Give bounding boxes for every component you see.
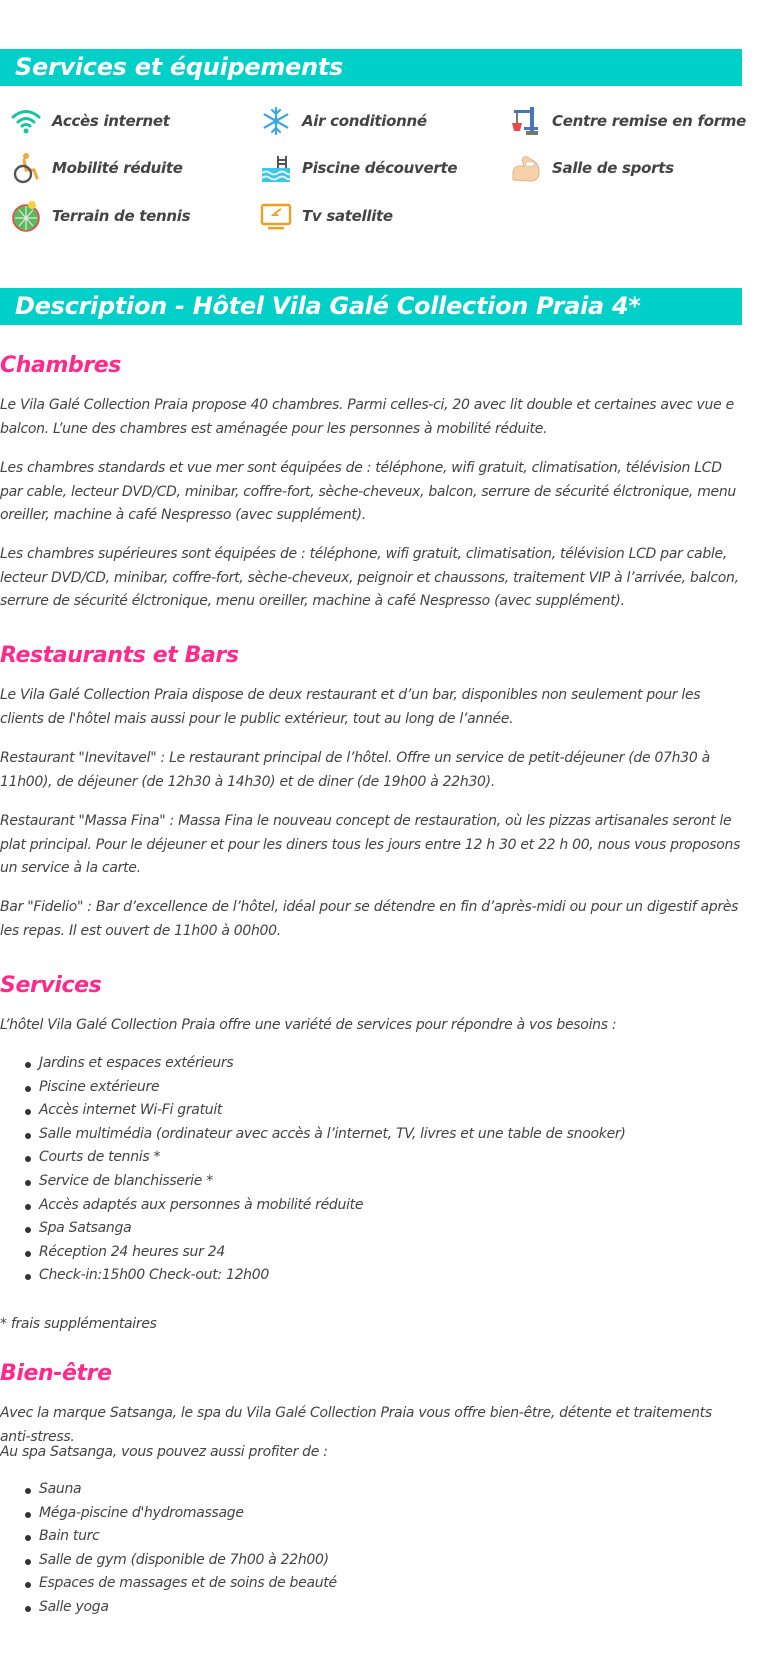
list-item: Accès internet Wi-Fi gratuit [0, 1099, 742, 1123]
restaurants-paragraph-2: Restaurant "Inevitavel" : Le restaurant principal de l’hôtel. Offre un service de petit-déjeuner (de 07h30 à 11h00), de déjeuner (de 12h30 à 14h30) et de diner (de 19h00 à 22h30). [0, 750, 710, 790]
bien-etre-heading: Bien-être [0, 1361, 112, 1386]
list-item: Sauna [0, 1478, 742, 1502]
chambres-paragraph-3: Les chambres supérieures sont équipées de : téléphone, wifi gratuit, climatisation, télévision LCD par cable, lecteur DVD/CD, minibar, coffre-fort, sèche-cheveux, peignoir et chaussons, traitement VIP à l’arrivée, balcon, serrure de sécurité élctronique, menu oreiller, machine à café Nespresso (avec supplément). [0, 546, 739, 609]
services-heading: Services [0, 973, 102, 998]
list-item: Salle yoga [0, 1596, 742, 1620]
service-item-fitness [500, 105, 746, 137]
service-item-air-conditioning [250, 105, 427, 137]
list-item: Bain turc [0, 1525, 742, 1549]
bien-etre-paragraph-2: Au spa Satsanga, vous pouvez aussi profiter de : [0, 1444, 328, 1460]
service-item-reduced-mobility [0, 152, 183, 184]
list-item: Spa Satsanga [0, 1217, 742, 1241]
restaurants-paragraph-1: Le Vila Galé Collection Praia dispose de deux restaurant et d’un bar, disponibles non seulement pour les clients de l'hôtel mais aussi pour le public extérieur, tout au long de l’année. [0, 687, 701, 727]
list-item: Salle de gym (disponible de 7h00 à 22h00) [0, 1549, 742, 1573]
service-item-tennis [0, 200, 190, 232]
service-label: Air conditionné [302, 112, 427, 130]
list-item: Courts de tennis * [0, 1146, 742, 1170]
list-item: Check-in:15h00 Check-out: 12h00 [0, 1264, 742, 1288]
service-label: Mobilité réduite [52, 159, 183, 177]
list-item: Jardins et espaces extérieurs [0, 1052, 742, 1076]
services-list [0, 1052, 742, 1288]
service-item-internet [0, 105, 170, 137]
services-section-title: Services et équipements [0, 49, 742, 86]
service-item-outdoor-pool [250, 152, 457, 184]
service-label: Salle de sports [552, 159, 674, 177]
arm-muscle-icon [510, 152, 542, 184]
restaurants-heading: Restaurants et Bars [0, 643, 239, 668]
list-item: Service de blanchisserie * [0, 1170, 742, 1194]
service-item-gym [500, 152, 674, 184]
bien-etre-paragraph-1: Avec la marque Satsanga, le spa du Vila Galé Collection Praia vous offre bien-être, détente et traitements anti-stress. [0, 1405, 712, 1445]
list-item: Accès adaptés aux personnes à mobilité réduite [0, 1194, 742, 1218]
service-label: Centre remise en forme [552, 112, 746, 130]
restaurants-paragraph-3: Restaurant "Massa Fina" : Massa Fina le nouveau concept de restauration, où les pizzas artisanales seront le plat principal. Pour le déjeuner et pour les diners tous les jours entre 12 h 30 et 22 h 00, nous vous proposons un service à la carte. [0, 813, 741, 876]
chambres-heading: Chambres [0, 353, 121, 378]
wifi-icon [10, 105, 42, 137]
chambres-paragraph-1: Le Vila Galé Collection Praia propose 40 chambres. Parmi celles-ci, 20 avec lit double et certaines avec vue e balcon. L’une des chambres est aménagée pour les personnes à mobilité réduite. [0, 397, 734, 437]
snowflake-icon [260, 105, 292, 137]
services-intro: L’hôtel Vila Galé Collection Praia offre une variété de services pour répondre à vos besoins : [0, 1017, 617, 1033]
service-label: Terrain de tennis [52, 207, 191, 225]
bien-etre-list [0, 1478, 742, 1620]
pool-icon [260, 152, 292, 184]
list-item: Espaces de massages et de soins de beauté [0, 1572, 742, 1596]
list-item: Réception 24 heures sur 24 [0, 1241, 742, 1265]
list-item: Piscine extérieure [0, 1076, 742, 1100]
satellite-tv-icon [260, 200, 292, 232]
service-label: Piscine découverte [302, 159, 458, 177]
description-title: Description - Hôtel Vila Galé Collection Praia 4* [0, 288, 742, 325]
tennis-court-icon [10, 200, 42, 232]
wheelchair-icon [10, 152, 42, 184]
list-item: Méga-piscine d'hydromassage [0, 1502, 742, 1526]
fitness-icon [510, 105, 542, 137]
list-item: Salle multimédia (ordinateur avec accès à l’internet, TV, livres et une table de snooker) [0, 1123, 742, 1147]
service-label: Tv satellite [302, 207, 393, 225]
chambres-paragraph-2: Les chambres standards et vue mer sont équipées de : téléphone, wifi gratuit, climatisation, télévision LCD par cable, lecteur DVD/CD, minibar, coffre-fort, sèche-cheveux, balcon, serrure de sécurité élctronique, menu oreiller, machine à café Nespresso (avec supplément). [0, 460, 736, 523]
restaurants-paragraph-4: Bar "Fidelio" : Bar d’excellence de l’hôtel, idéal pour se détendre en fin d’après-midi ou pour un digestif après les repas. Il est ouvert de 11h00 à 00h00. [0, 899, 739, 939]
service-label: Accès internet [52, 112, 170, 130]
services-note: * frais supplémentaires [0, 1316, 157, 1332]
service-item-satellite-tv [250, 200, 393, 232]
